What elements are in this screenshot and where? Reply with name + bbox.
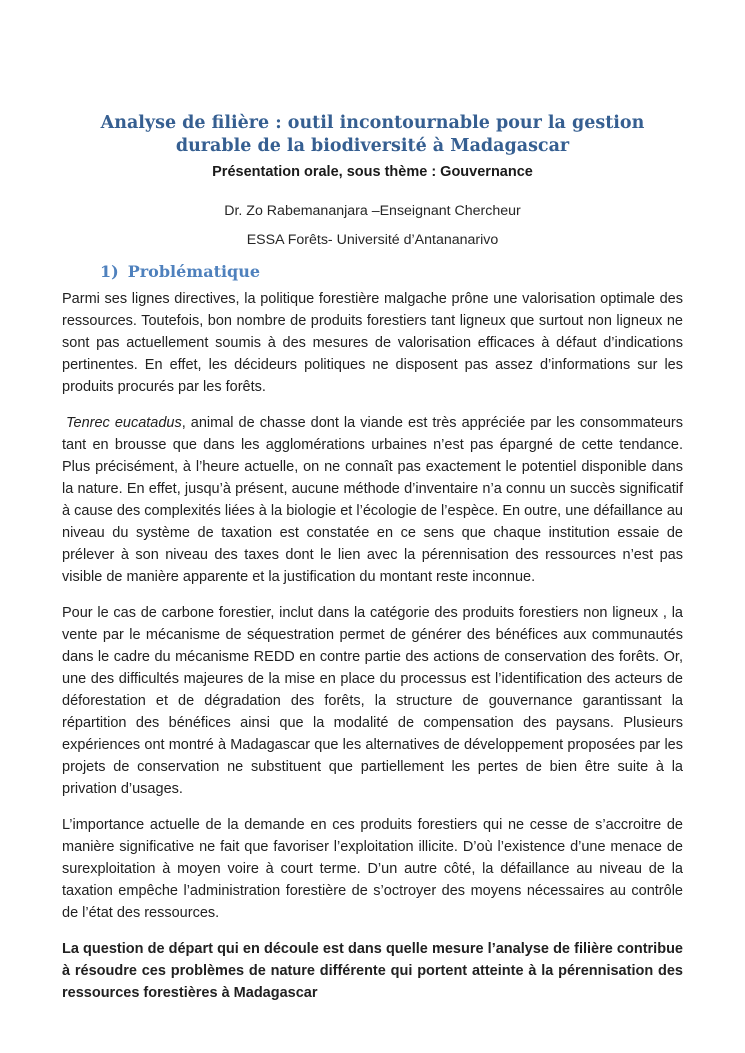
- document-header: [62, 112, 683, 250]
- paragraph-2: [62, 412, 683, 588]
- affiliation-line: ESSA Forêts- Université d’Antananarivo: [246, 232, 499, 248]
- species-name-italic: Tenrec eucatadus: [66, 415, 182, 431]
- section-title: Problématique: [127, 262, 261, 281]
- paragraph-2-text: , animal de chasse dont la viande est très appréciée par les consommateurs tant en brousse que dans les agglomérations urbaines n’est pas épargné de cette tendance. Plus précisément, à l’heure actuelle, on ne connaît pas exactement le potentiel disponible dans la nature. En effet, jusqu’à présent, aucune méthode d’inventaire n’a connu un succès significatif à cause des complexités liées à la biologie et l’écologie de l’espèce. En outre, une défaillance au niveau du système de taxation est constatée en ce sens que chaque institution essaie de prélever à son niveau des taxes dont le lien avec la pérennisation des ressources n’est pas visible de manière apparente et la justification du montant reste inconnue.: [62, 415, 683, 585]
- document-subtitle: Présentation orale, sous thème : Gouvernance: [212, 164, 533, 180]
- section-number: 1): [100, 262, 119, 281]
- paragraph-1: Parmi ses lignes directives, la politique forestière malgache prône une valorisation optimale des ressources. Toutefois, bon nombre de produits forestiers tant ligneux que surtout non ligneux ne sont pas actuellement soumis à des mesures de valorisation efficaces à défaut d’indications pertinentes. En effet, les décideurs politiques ne disposent pas assez d’informations sur les produits procurés par les forêts.: [62, 291, 683, 395]
- paragraph-5-research-question: La question de départ qui en découle est dans quelle mesure l’analyse de filière contribue à résoudre ces problèmes de nature différente qui portent atteinte à la pérennisation des ressources forestières à Madagascar: [62, 941, 683, 1001]
- author-line: Dr. Zo Rabemananjara –Enseignant Chercheur: [224, 203, 521, 219]
- section-heading-problematique: [62, 262, 683, 282]
- paragraph-3: Pour le cas de carbone forestier, inclut dans la catégorie des produits forestiers non ligneux , la vente par le mécanisme de séquestration permet de générer des bénéfices aux communautés dans le cadre du mécanisme REDD en contre partie des actions de conservation des forêts. Or, une des difficultés majeures de la mise en place du processus est l’identification des acteurs de déforestation et de dégradation des forêts, la structure de gouvernance garantissant la répartition des bénéfices ainsi que la modalité de compensation des paysans. Plusieurs expériences ont montré à Madagascar que les alternatives de développement proposées par les projets de conservation ne substituent que partiellement les pertes de bien être suite à la privation d’usages.: [62, 605, 683, 797]
- paragraph-4: L’importance actuelle de la demande en ces produits forestiers qui ne cesse de s’accroitre de manière significative ne fait que favoriser l’exploitation illicite. D’où l’existence d’une menace de surexploitation à moyen voire à court terme. D’un autre côté, la défaillance au niveau de la taxation empêche l’administration forestière de s’octroyer des moyens nécessaires au contrôle de l’état des ressources.: [62, 817, 683, 921]
- document-title: Analyse de filière : outil incontournable pour la gestion durable de la biodiversité à Madagascar: [100, 113, 645, 156]
